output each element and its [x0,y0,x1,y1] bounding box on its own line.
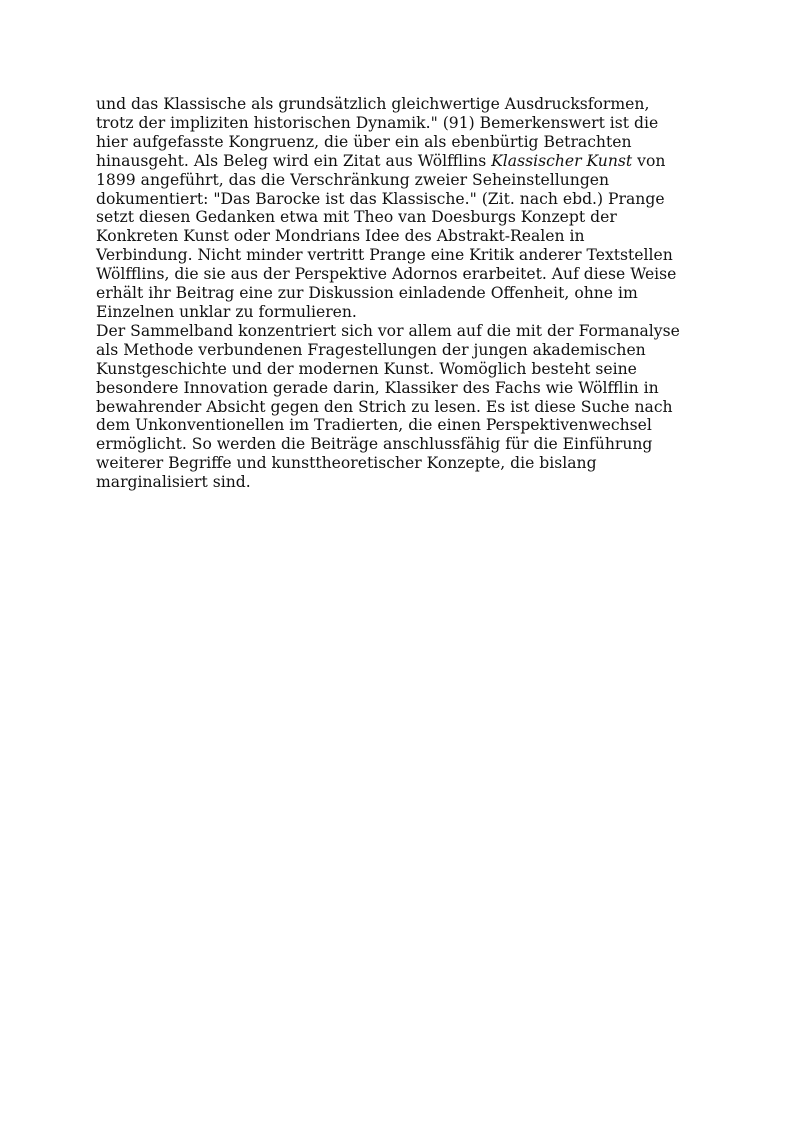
text-line: als Methode verbundenen Fragestellungen der jungen akademischen [96,340,646,359]
book-title-italic: Klassischer Kunst [491,151,633,170]
text-line: dokumentiert: "Das Barocke ist das Klassische." (Zit. nach ebd.) Prange [96,189,665,208]
text-line: besondere Innovation gerade darin, Klassiker des Fachs wie Wölfflin in [96,378,659,397]
text-line: 1899 angeführt, das die Verschränkung zweier Seheinstellungen [96,170,610,189]
text-line [96,152,716,171]
text-span: hinausgeht. Als Beleg wird ein Zitat aus Wölfflins [96,151,492,170]
text-line: weiterer Begriffe und kunsttheoretischer Konzepte, die bislang [96,454,597,473]
text-line: trotz der impliziten historischen Dynamik." (91) Bemerkenswert ist die [96,113,659,132]
text-line: und das Klassische als grundsätzlich gleichwertige Ausdrucksformen, [96,95,650,113]
text-line: bewahrender Absicht gegen den Strich zu lesen. Es ist diese Suche nach [96,397,673,416]
text-line: Verbindung. Nicht minder vertritt Prange eine Kritik anderer Textstellen [96,246,673,265]
text-line: erhält ihr Beitrag eine zur Diskussion einladende Offenheit, ohne im [96,284,638,303]
text-line: ermöglicht. So werden die Beiträge anschlussfähig für die Einführung [96,435,653,454]
text-line: dem Unkonventionellen im Tradierten, die einen Perspektivenwechsel [96,416,652,435]
text-line: Der Sammelband konzentriert sich vor allem auf die mit der Formanalyse [96,321,680,340]
body-text [96,95,716,492]
text-line: marginalisiert sind. [96,473,251,492]
text-line: hier aufgefasste Kongruenz, die über ein als ebenbürtig Betrachten [96,132,632,151]
text-span: von [632,151,666,170]
text-line: Konkreten Kunst oder Mondrians Idee des Abstrakt-Realen in [96,227,585,246]
text-line: Kunstgeschichte und der modernen Kunst. Womöglich besteht seine [96,359,637,378]
text-line: Wölfflins, die sie aus der Perspektive Adornos erarbeitet. Auf diese Weise [96,265,677,284]
text-line: setzt diesen Gedanken etwa mit Theo van Doesburgs Konzept der [96,208,617,227]
text-line: Einzelnen unklar zu formulieren. [96,302,357,321]
